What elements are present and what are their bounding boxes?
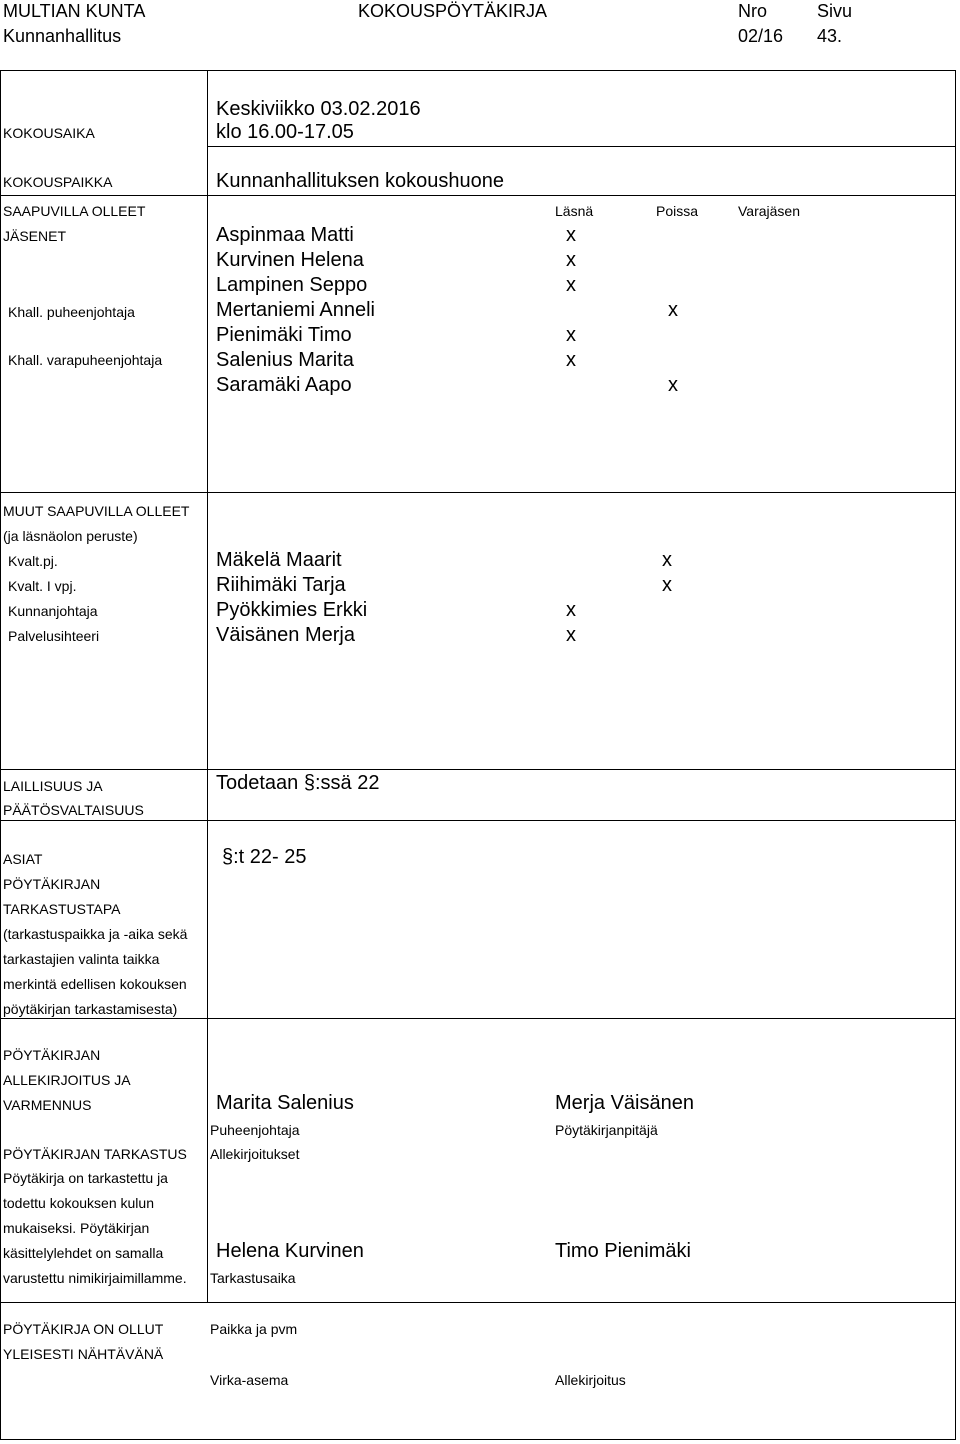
review-line: mukaiseksi. Pöytäkirjan [3,1220,150,1236]
member-name: Aspinmaa Matti [216,224,354,246]
row-divider [0,1018,956,1019]
reviewer-name: Helena Kurvinen [216,1240,364,1262]
member-role: Khall. varapuheenjohtaja [8,352,163,368]
legality-text: Todetaan §:ssä 22 [216,772,380,794]
review-line: todettu kokouksen kulun [3,1195,154,1211]
row-divider [0,492,956,493]
member-name: Mertaniemi Anneli [216,299,375,321]
signing-label: PÖYTÄKIRJAN [3,1047,101,1063]
column-divider [207,70,208,1302]
attendance-section-label: SAAPUVILLA OLLEET [3,203,146,219]
review-line: varustettu nimikirjaimillamme. [3,1270,187,1286]
secretary-name: Merja Väisänen [555,1092,694,1114]
present-mark: x [566,224,576,246]
page-number: 43. [817,26,843,46]
chair-title: Puheenjohtaja [210,1122,300,1138]
display-label: PÖYTÄKIRJA ON OLLUT [3,1321,164,1337]
member-name: Kurvinen Helena [216,249,364,271]
member-name: Pienimäki Timo [216,324,352,346]
member-name: Lampinen Seppo [216,274,368,296]
display-label: YLEISESTI NÄHTÄVÄNÄ [3,1346,164,1362]
review-method-line: (tarkastuspaikka ja -aika sekä [3,926,188,942]
present-mark: x [566,324,576,346]
page-label: Sivu [817,1,853,21]
items-label: ASIAT [3,851,43,867]
present-mark: x [566,349,576,371]
meeting-place: Kunnanhallituksen kokoushuone [216,170,504,192]
number-label: Nro [738,1,768,21]
row-divider [0,1302,956,1303]
meeting-time-label: KOKOUSAIKA [3,125,95,141]
municipality-name: MULTIAN KUNTA [3,1,146,21]
row-divider [207,146,956,147]
legality-sublabel: PÄÄTÖSVALTAISUUS [3,802,144,818]
document-number: 02/16 [738,26,784,46]
member-role: Khall. puheenjohtaja [8,304,135,320]
absent-mark: x [662,574,672,596]
present-mark: x [566,274,576,296]
signatures-label: Allekirjoitukset [210,1146,300,1162]
other-name: Pyökkimies Erkki [216,599,368,621]
present-column-header: Läsnä [555,203,594,219]
member-name: Salenius Marita [216,349,354,371]
absent-mark: x [668,374,678,396]
absent-mark: x [662,549,672,571]
meeting-place-label: KOKOUSPAIKKA [3,174,113,190]
signing-label: VARMENNUS [3,1097,92,1113]
other-role: Palvelusihteeri [8,628,100,644]
present-mark: x [566,599,576,621]
others-section-label: MUUT SAAPUVILLA OLLEET [3,503,190,519]
row-divider [0,820,956,821]
items-text: §:t 22- 25 [222,846,307,868]
row-divider [0,769,956,770]
other-name: Väisänen Merja [216,624,355,646]
review-line: Pöytäkirja on tarkastettu ja [3,1170,168,1186]
member-name: Saramäki Aapo [216,374,352,396]
absent-column-header: Poissa [656,203,699,219]
members-label: JÄSENET [3,228,67,244]
review-line: käsittelylehdet on samalla [3,1245,164,1261]
review-line: PÖYTÄKIRJAN TARKASTUS [3,1146,187,1162]
chair-name: Marita Salenius [216,1092,354,1114]
document-type: KOKOUSPÖYTÄKIRJA [358,1,548,21]
review-method-line: TARKASTUSTAPA [3,901,121,917]
legality-label: LAILLISUUS JA [3,778,103,794]
governing-body: Kunnanhallitus [3,26,122,46]
reviewer-name: Timo Pienimäki [555,1240,691,1262]
absent-mark: x [668,299,678,321]
review-method-line: merkintä edellisen kokouksen [3,976,187,992]
secretary-title: Pöytäkirjanpitäjä [555,1122,658,1138]
place-date-label: Paikka ja pvm [210,1321,298,1337]
signing-label: ALLEKIRJOITUS JA [3,1072,131,1088]
other-role: Kvalt.pj. [8,553,58,569]
other-name: Riihimäki Tarja [216,574,346,596]
deputy-column-header: Varajäsen [738,203,801,219]
other-role: Kvalt. I vpj. [8,578,77,594]
present-mark: x [566,249,576,271]
position-label: Virka-asema [210,1372,289,1388]
meeting-date: Keskiviikko 03.02.2016 [216,98,421,120]
review-method-line: pöytäkirjan tarkastamisesta) [3,1001,178,1017]
other-role: Kunnanjohtaja [8,603,98,619]
signature-label: Allekirjoitus [555,1372,626,1388]
review-method-line: PÖYTÄKIRJAN [3,876,101,892]
present-mark: x [566,624,576,646]
other-name: Mäkelä Maarit [216,549,342,571]
review-method-line: tarkastajien valinta taikka [3,951,160,967]
meeting-time: klo 16.00-17.05 [216,121,354,143]
review-time-label: Tarkastusaika [210,1270,296,1286]
row-divider [0,195,956,196]
others-section-sublabel: (ja läsnäolon peruste) [3,528,138,544]
